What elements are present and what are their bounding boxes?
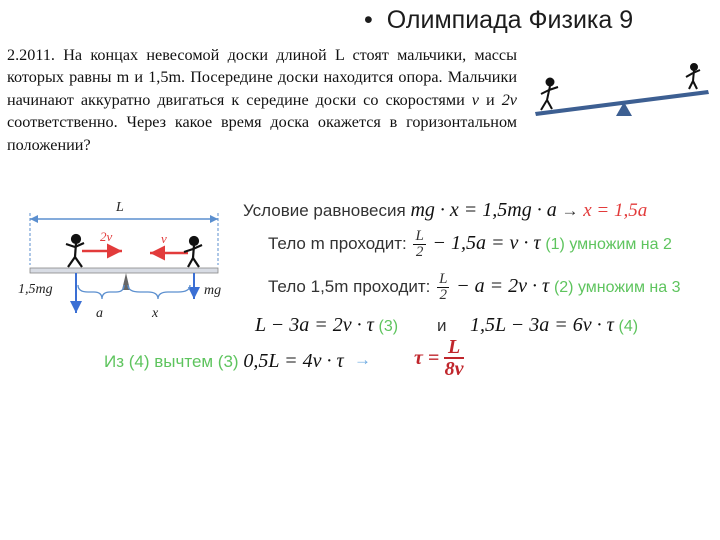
eq-and-word: и <box>437 316 447 335</box>
body-15m-label: Тело 1,5m проходит: <box>268 276 431 296</box>
equation-3 <box>255 314 398 337</box>
answer-den: 8v <box>444 358 464 380</box>
equation-and <box>437 316 447 336</box>
equilibrium-formula: mg · x = 1,5mg · a <box>410 199 557 221</box>
seesaw-illustration <box>530 58 720 128</box>
boy-right-figure <box>686 64 700 89</box>
body-15m-fraction <box>437 272 449 303</box>
equilibrium-arrow: → <box>561 201 579 220</box>
answer-num: L <box>444 337 464 359</box>
boy-left-diagram <box>66 235 84 267</box>
equation-body-15m <box>268 272 681 303</box>
body-15m-formula: − a = 2v · τ <box>456 274 550 297</box>
force-diagram <box>18 195 243 320</box>
problem-velocity-2: 2v <box>501 90 517 109</box>
body-m-note: (1) умножим на 2 <box>545 235 672 253</box>
boy-left-figure <box>541 79 558 111</box>
problem-part-1: 2.2011. На концах невесомой доски длиной L стоят мальчики, массы которых равны m и 1,5m. Посередине доски находится опора. Мальчики начинают аккуратно двигаться к середине доски со скоростями <box>7 46 517 109</box>
equation-4 <box>470 314 638 337</box>
velocity-label-left: 2v <box>100 229 113 244</box>
answer-lhs: τ = <box>414 347 440 369</box>
brace-right <box>128 285 190 299</box>
equation-equilibrium <box>243 199 647 222</box>
eq4-formula: 1,5L − 3a = 6v · τ <box>470 314 614 336</box>
boy-right-diagram <box>184 237 202 267</box>
answer-fraction <box>444 337 464 379</box>
title-text: Олимпиада Физика 9 <box>386 6 634 34</box>
problem-part-3: соответственно. Через какое время доска окажется в горизонтальном положении? <box>7 113 517 154</box>
distance-label-left: a <box>96 306 103 321</box>
eq4-number: (4) <box>618 318 639 335</box>
equilibrium-label: Условие равновесия <box>243 201 406 220</box>
problem-velocity-1: v <box>471 90 479 109</box>
problem-part-2: и <box>478 90 502 109</box>
brace-left <box>78 285 124 299</box>
subtract-label: Из (4) вычтем (3) <box>104 352 239 371</box>
answer <box>414 337 464 379</box>
body-m-frac-den: 2 <box>415 244 424 260</box>
velocity-label-right: v <box>161 231 167 246</box>
weight-label-right: mg <box>204 283 222 298</box>
eq3-number: (3) <box>378 318 399 335</box>
slide-title <box>364 6 633 35</box>
body-m-label: Тело m проходит: <box>268 233 407 253</box>
distance-label-right: x <box>152 306 159 321</box>
board <box>30 268 218 273</box>
length-label: L <box>116 200 124 215</box>
subtract-formula: 0,5L = 4v · τ <box>243 350 344 372</box>
problem-text <box>7 44 517 156</box>
subtract-arrow <box>354 350 371 370</box>
body-m-fraction <box>413 229 425 260</box>
body-15m-note: (2) умножим на 3 <box>553 278 681 296</box>
subtract-arrow-glyph: → <box>354 350 371 369</box>
title-bullet: • <box>364 6 373 34</box>
equation-body-m <box>268 229 672 260</box>
equation-subtract <box>104 350 344 373</box>
body-15m-frac-den: 2 <box>439 287 448 303</box>
body-15m-frac-num: L <box>439 271 448 287</box>
body-m-formula: − 1,5a = v · τ <box>432 231 541 254</box>
weight-label-left: 1,5mg <box>18 282 53 297</box>
eq3-formula: L − 3a = 2v · τ <box>255 314 374 336</box>
body-m-frac-num: L <box>415 228 424 244</box>
equilibrium-result: x = 1,5a <box>583 200 648 221</box>
